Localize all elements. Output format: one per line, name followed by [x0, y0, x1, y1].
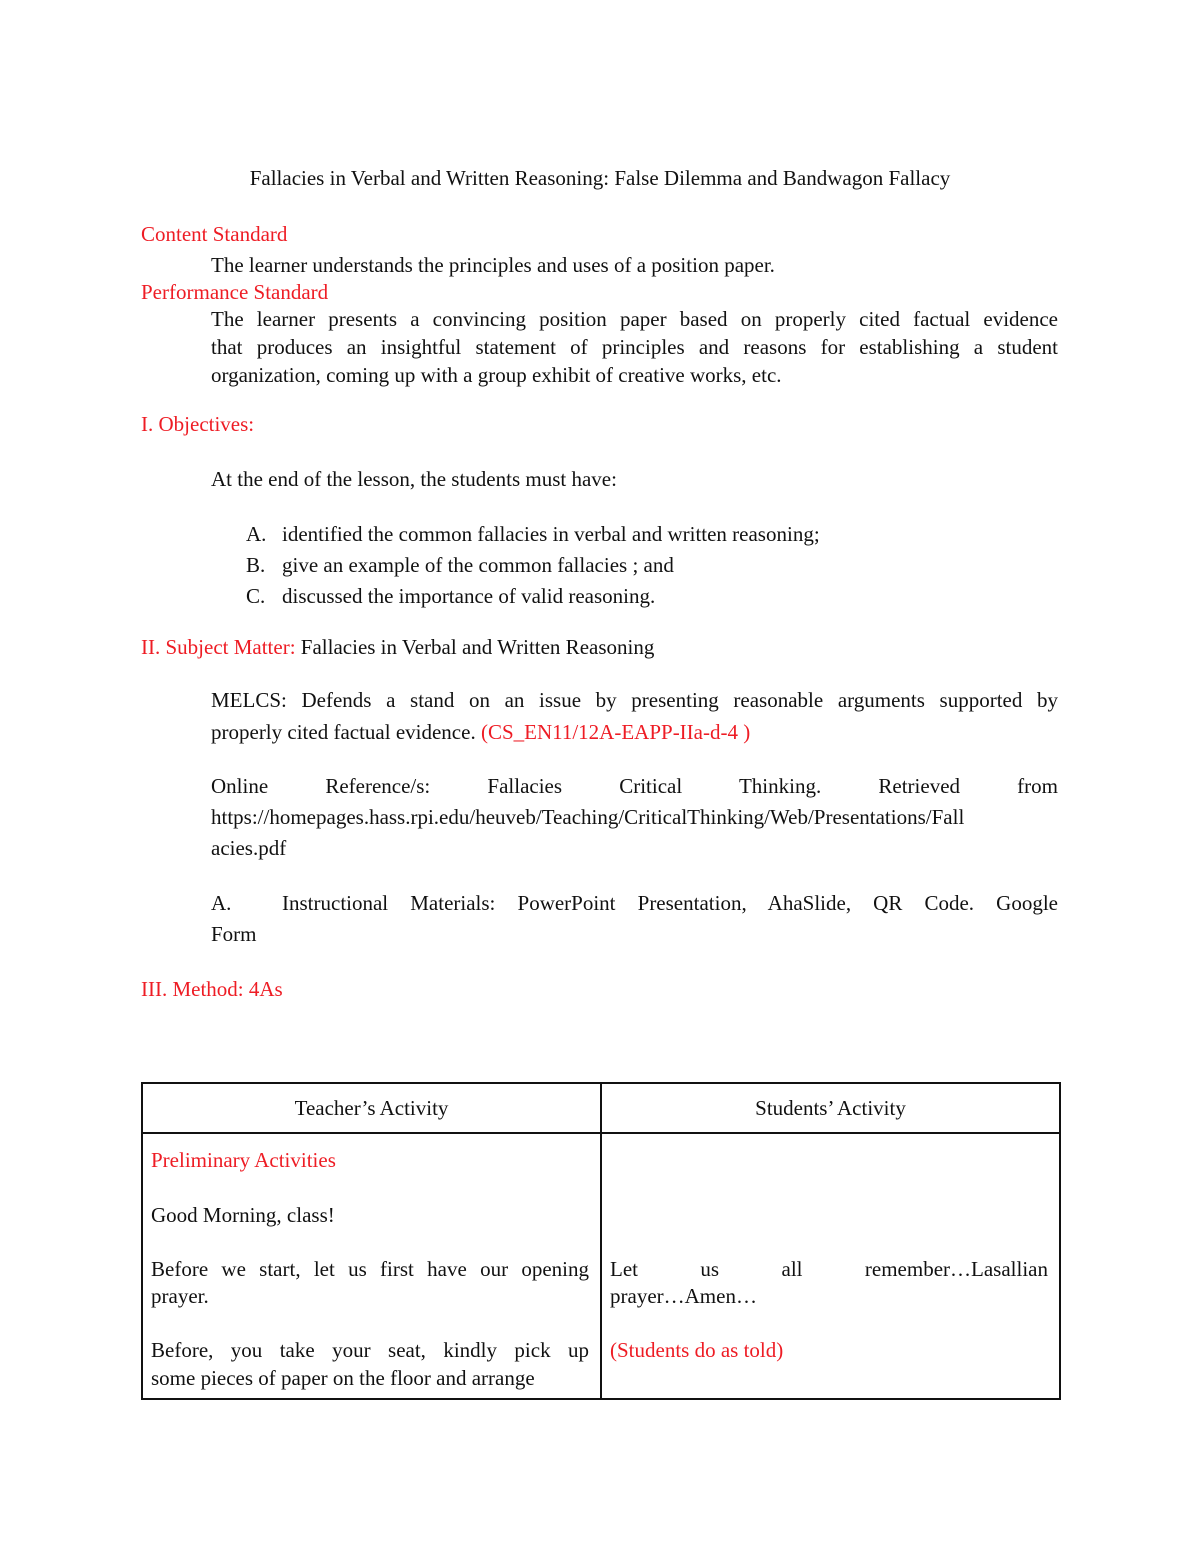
- objective-letter: A.: [246, 522, 267, 546]
- students-activity-header: Students’ Activity: [601, 1083, 1060, 1133]
- students-cell: [601, 1133, 1060, 1399]
- performance-standard-line: organization, coming up with a group exhibit of creative works, etc.: [211, 363, 782, 387]
- preliminary-activities-label: Preliminary Activities: [151, 1148, 336, 1172]
- student-prayer-line: Let us all remember…Lasallian: [610, 1257, 1048, 1281]
- table-header-row: [142, 1083, 1060, 1133]
- performance-standard-line: The learner presents a convincing position paper based on properly cited factual evidence: [211, 307, 1058, 331]
- reference-url: https://homepages.hass.rpi.edu/heuveb/Teaching/CriticalThinking/Web/Presentations/Fall: [211, 805, 965, 829]
- prayer-text-line: Before we start, let us first have our opening: [151, 1257, 589, 1281]
- prayer-text-line: prayer.: [151, 1284, 209, 1308]
- materials-letter: A.: [211, 891, 232, 915]
- melcs-code: (CS_EN11/12A-EAPP-IIa-d-4 ): [480, 720, 751, 744]
- objective-text: give an example of the common fallacies ; and: [282, 553, 674, 577]
- objective-letter: C.: [246, 584, 266, 608]
- document-title: Fallacies in Verbal and Written Reasoning: False Dilemma and Bandwagon Fallacy: [249, 166, 951, 190]
- performance-standard-heading: Performance Standard: [141, 280, 329, 304]
- greeting-text: Good Morning, class!: [151, 1203, 335, 1227]
- student-prayer-line: prayer…Amen…: [610, 1284, 757, 1308]
- objectives-intro: At the end of the lesson, the students must have:: [211, 467, 617, 491]
- student-action-text: (Students do as told): [610, 1338, 784, 1362]
- seat-text-line: some pieces of paper on the floor and arrange: [151, 1366, 535, 1390]
- activity-table: [141, 1082, 1061, 1400]
- subject-matter-heading: II. Subject Matter:: [141, 635, 296, 659]
- subject-matter-line: [141, 633, 654, 661]
- melcs-text: properly cited factual evidence.: [211, 720, 476, 744]
- teacher-activity-header: Teacher’s Activity: [142, 1083, 601, 1133]
- seat-text-line: Before, you take your seat, kindly pick up: [151, 1338, 589, 1362]
- melcs-line: MELCS: Defends a stand on an issue by presenting reasonable arguments supported by: [211, 688, 1058, 712]
- melcs-line-2: [211, 718, 750, 746]
- reference-line: Online Reference/s: Fallacies Critical Thinking. Retrieved from: [211, 774, 1058, 798]
- reference-url-end: acies.pdf: [211, 836, 287, 860]
- objective-letter: B.: [246, 553, 266, 577]
- objective-text: discussed the importance of valid reasoning.: [282, 584, 656, 608]
- materials-line-end: Form: [211, 922, 257, 946]
- subject-matter-text: Fallacies in Verbal and Written Reasoning: [295, 635, 655, 659]
- teacher-cell: [142, 1133, 601, 1399]
- performance-standard-line: that produces an insightful statement of principles and reasons for establishing a student: [211, 335, 1058, 359]
- objective-text: identified the common fallacies in verbal and written reasoning;: [282, 522, 820, 546]
- content-standard-text: The learner understands the principles and uses of a position paper.: [211, 253, 775, 277]
- objectives-heading: I. Objectives:: [141, 412, 255, 436]
- table-row: [142, 1133, 1060, 1399]
- materials-line: Instructional Materials: PowerPoint Presentation, AhaSlide, QR Code. Google: [282, 891, 1058, 915]
- content-standard-heading: Content Standard: [141, 222, 288, 246]
- method-heading: III. Method: 4As: [141, 977, 283, 1001]
